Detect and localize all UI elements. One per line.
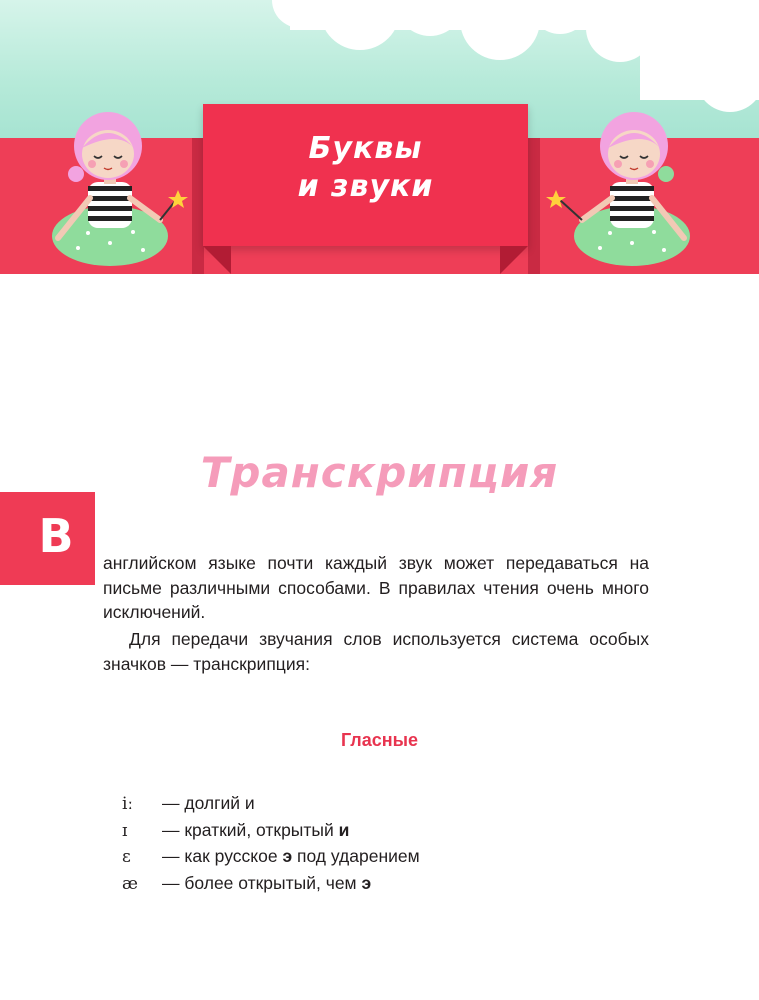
phonetic-symbol: ɛ [122,847,131,867]
ribbon-fold-right [500,246,528,274]
phonetic-symbol: iː [122,794,134,814]
vowel-item [122,843,420,870]
chapter-title-line1: Буквы [308,131,423,166]
vowel-bold-letter: и [338,819,350,840]
fairy-girl-right-illustration [544,108,694,268]
dropcap-letter: В [38,509,74,563]
intro-paragraph: английском языке почти каждый звук может передаваться на письме различными способами. В правилах чтения очень много исключений. [103,553,649,622]
vowel-description: — долгий и [162,793,255,813]
vowel-list [122,790,420,896]
vowel-bold-letter: э [282,846,293,866]
band-shadow-right [528,138,540,274]
vowel-description: — краткий, открытый [162,819,339,840]
fairy-girl-left-illustration [48,108,198,268]
vowel-description-tail: под ударением [292,846,420,866]
vowels-heading: Гласные [340,730,419,750]
phonetic-symbol: æ [122,873,138,894]
vowel-description: — более открытый, чем [162,872,362,893]
section-title: Транскрипция [200,448,559,497]
chapter-title [203,130,528,206]
vowel-item [122,790,420,817]
transcription-paragraph: Для передачи звучания слов используется система особых значков — транскрипция: [103,629,649,674]
chapter-title-line2: и звуки [297,169,434,204]
vowel-item [122,870,420,897]
ribbon-fold-left [203,246,231,274]
vowel-bold-letter: э [361,872,372,893]
vowel-description: — как русское [162,846,283,866]
vowel-item [122,817,420,844]
phonetic-symbol: ɪ [122,820,128,841]
